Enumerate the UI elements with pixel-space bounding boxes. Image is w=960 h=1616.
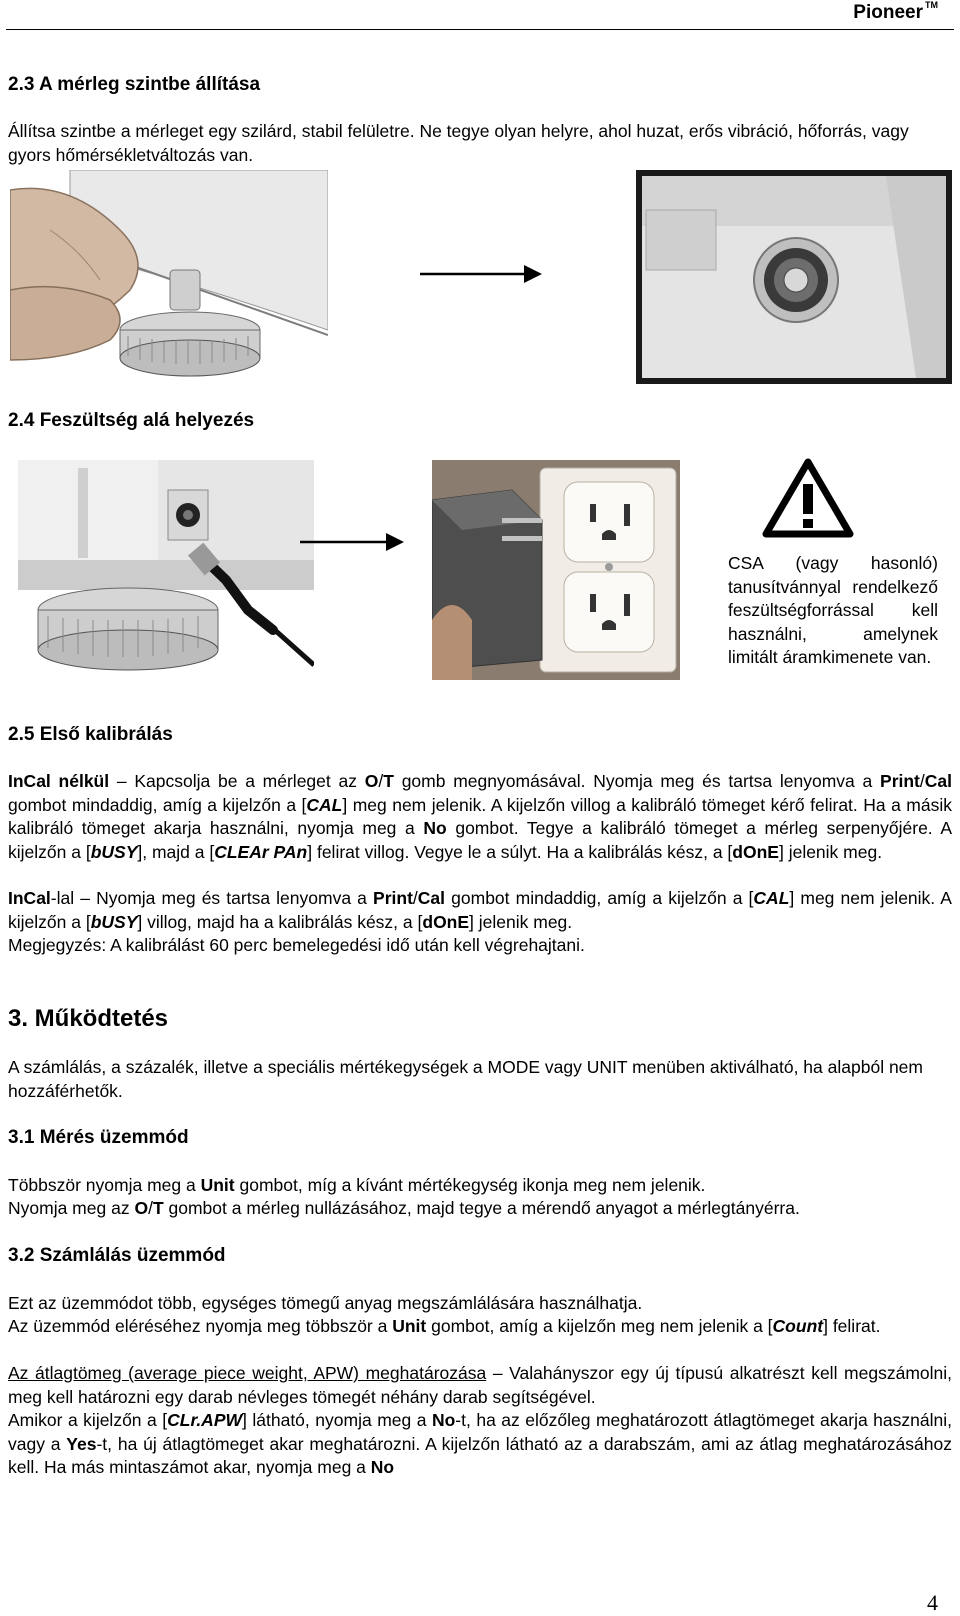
level-bubble-photo <box>636 170 952 384</box>
arrow-right-icon <box>300 530 406 554</box>
section-3-2-title: 3.2 Számlálás üzemmód <box>8 1245 226 1266</box>
power-jack-photo <box>18 460 314 672</box>
warning-triangle-icon <box>762 458 854 538</box>
warning-text: CSA (vagy hasonló) tanusítvánnyal rendelkező feszültségforrással kell használni, amelynek limitált áramkimenete van. <box>728 553 938 667</box>
wall-outlet-photo <box>432 460 680 680</box>
arrow-right-icon <box>420 262 544 286</box>
section-3-title: 3. Működtetés <box>8 1005 169 1032</box>
counting-mode-clr-apw: Amikor a kijelzőn a [CLr.APW] látható, nyomja meg a No-t, ha az előzőleg meghatározott átlagtömeget akarja használni, vagy a Yes-t, ha új átlagtömeget akar meghatározni. A kijelzőn látható az a darabszám, ami az átlag meghatározásához kell. Ha más mintaszámot akar, nyomja meg a No <box>8 1410 952 1477</box>
counting-mode-apw: Az átlagtömeg (average piece weight, APW) meghatározása – Valahányszor egy új típusú alkatrészt kell megszámolni, meg kell határozni egy darab névleges tömegét néhány darab segítségével. <box>8 1363 952 1407</box>
counting-mode-line-2: Az üzemmód eléréséhez nyomja meg többször a Unit gombot, amíg a kijelzőn meg nem jelenik a [Count] felirat. <box>8 1316 881 1336</box>
leveling-foot-photo <box>10 170 328 382</box>
section-2-3-title: 2.3 A mérleg szintbe állítása <box>8 74 261 95</box>
weighing-mode-line-1: Többször nyomja meg a Unit gombot, míg a kívánt mértékegység ikonja meg nem jelenik. <box>8 1175 706 1195</box>
calibration-note: Megjegyzés: A kalibrálást 60 perc bemelegedési idő után kell végrehajtani. <box>8 935 585 955</box>
section-3-1-title: 3.1 Mérés üzemmód <box>8 1127 189 1148</box>
trademark: TM <box>925 0 938 10</box>
header-brand: Pioneer ™ <box>853 0 938 23</box>
header-rule <box>6 29 954 30</box>
section-2-4-title: 2.4 Feszültség alá helyezés <box>8 410 255 431</box>
section-2-5-title: 2.5 Első kalibrálás <box>8 724 173 745</box>
counting-mode-line-1: Ezt az üzemmódot több, egységes tömegű anyag megszámlálására használhatja. <box>8 1293 643 1313</box>
section-2-3-text: Állítsa szintbe a mérleget egy szilárd, stabil felületre. Ne tegye olyan helyre, ahol huzat, erős vibráció, hőforrás, vagy gyors hőmérsékletváltozás van. <box>8 121 909 165</box>
calibration-without-incal: InCal nélkül – Kapcsolja be a mérleget az O/T gomb megnyomásával. Nyomja meg és tartsa lenyomva a Print/Cal gombot mindaddig, amíg a kijelzőn a [CAL] meg nem jelenik. A kijelzőn villog a kalibráló tömeget kérő felirat. Ha a másik kalibráló tömeget akarja használni, nyomja meg a No gombot. Tegye a kalibráló tömeget a mérleg serpenyőjére. A kijelzőn a [bUSY], majd a [CLEAr PAn] felirat villog. Vegye le a súlyt. Ha a kalibrálás kész, a [dOnE] jelenik meg. <box>8 771 952 862</box>
section-3-text: A számlálás, a százalék, illetve a speciális mértékegységek a MODE vagy UNIT menüben aktiválható, ha alapból nem hozzáférhetők. <box>8 1057 923 1101</box>
weighing-mode-line-2: Nyomja meg az O/T gombot a mérleg nullázásához, majd tegye a mérendő anyagot a mérlegtányérra. <box>8 1198 800 1218</box>
page-number: 4 <box>927 1590 938 1615</box>
calibration-with-incal: InCal-lal – Nyomja meg és tartsa lenyomva a Print/Cal gombot mindaddig, amíg a kijelzőn a [CAL] meg nem jelenik. A kijelzőn a [bUSY] villog, majd ha a kalibrálás kész, a [dOnE] jelenik meg. <box>8 888 952 932</box>
